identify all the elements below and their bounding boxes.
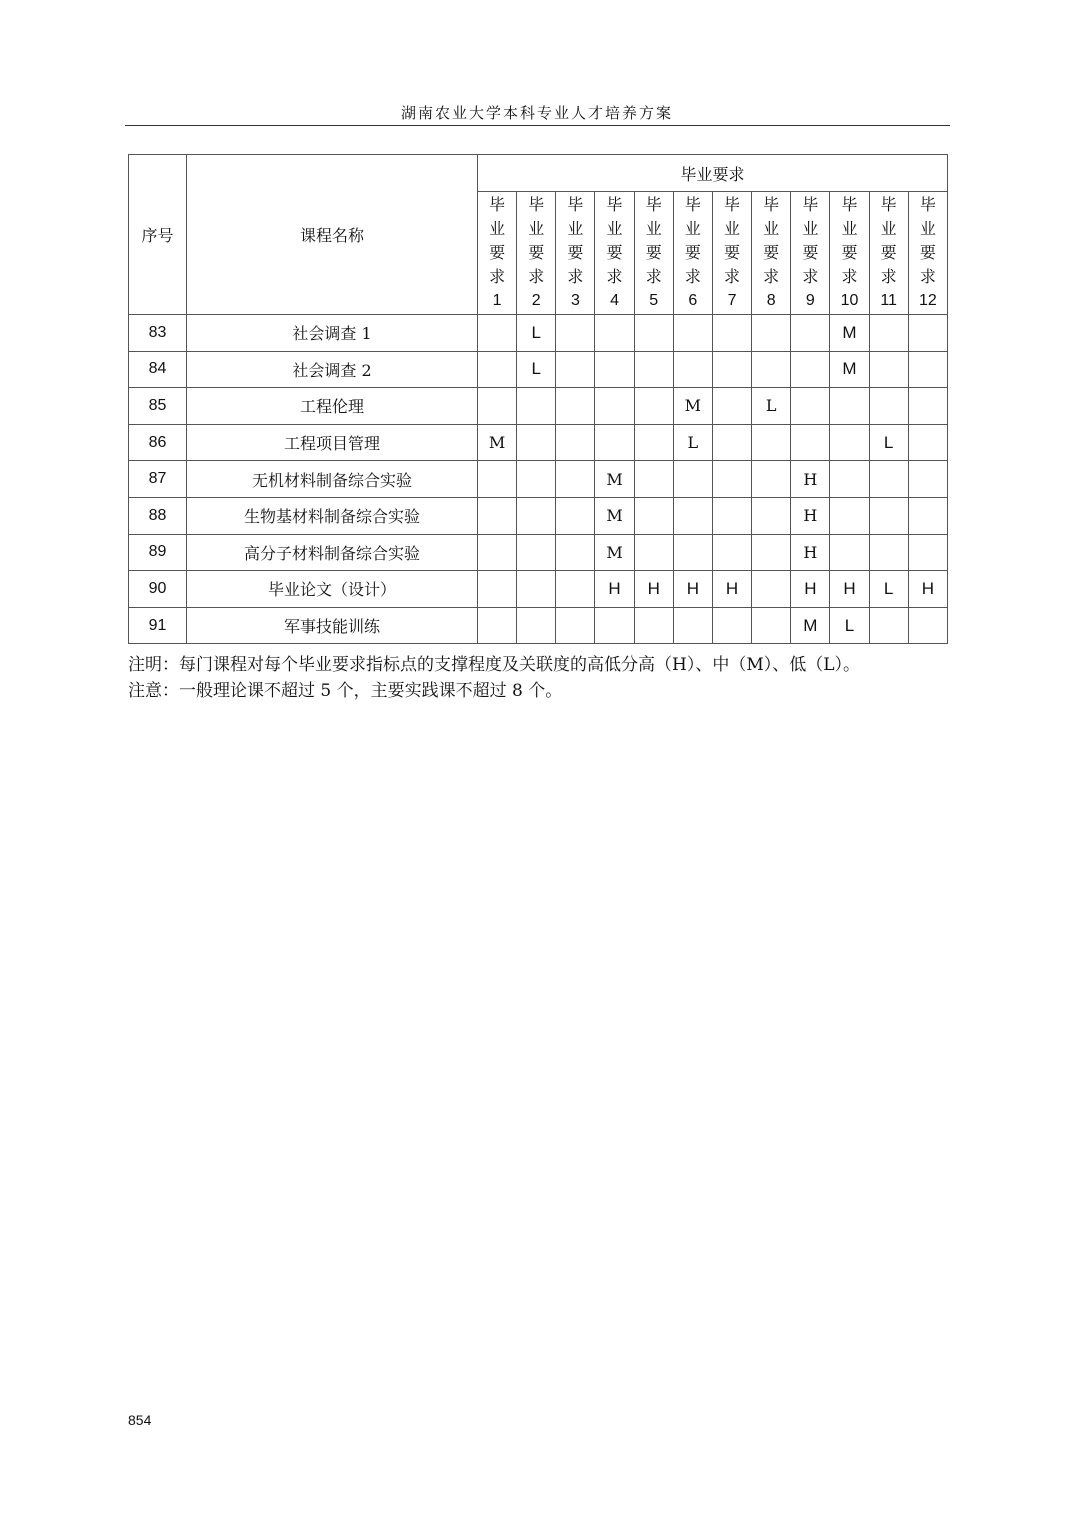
requirement-header-char: 要 [606,243,623,262]
requirement-header-number: 11 [880,292,897,309]
requirement-header-char: 业 [763,219,780,238]
support-level-cell: M [673,388,712,425]
requirement-header-char: 毕 [763,195,780,214]
requirement-header-char: 业 [919,219,936,238]
support-level-cell [478,571,517,608]
row-index: 90 [129,571,187,608]
support-level-cell [478,497,517,534]
requirement-header-char: 毕 [841,195,858,214]
col-header-requirement-4 [595,192,634,315]
row-index: 85 [129,388,187,425]
support-level-cell: H [791,571,830,608]
requirement-header-char: 毕 [489,195,506,214]
support-level-cell: M [478,424,517,461]
course-name: 社会调查 2 [187,351,478,388]
row-index: 87 [129,461,187,498]
requirement-header-char: 业 [880,219,897,238]
col-header-requirement-7 [712,192,751,315]
requirement-header-char: 毕 [606,195,623,214]
requirement-header-char: 求 [802,267,819,286]
requirement-header-char: 求 [919,267,936,286]
support-level-cell [791,424,830,461]
course-name: 无机材料制备综合实验 [187,461,478,498]
requirement-header-number: 10 [840,292,859,309]
support-level-cell: M [830,315,869,352]
row-index: 86 [129,424,187,461]
support-level-cell [712,388,751,425]
support-level-cell [830,424,869,461]
col-header-course-name: 课程名称 [187,155,478,315]
row-index: 83 [129,315,187,352]
support-level-cell [556,497,595,534]
support-level-cell: L [673,424,712,461]
support-level-cell [712,351,751,388]
requirement-header-char: 求 [880,267,897,286]
table-row [129,351,948,388]
support-level-cell [908,461,947,498]
requirement-header-char: 毕 [684,195,701,214]
support-level-cell: L [517,351,556,388]
support-level-cell [908,388,947,425]
requirement-header-char: 业 [724,219,741,238]
support-level-cell [517,461,556,498]
support-level-cell [673,534,712,571]
support-level-cell [673,315,712,352]
support-level-cell [595,351,634,388]
requirement-header-char: 业 [684,219,701,238]
support-level-cell [830,497,869,534]
support-level-cell [478,607,517,644]
support-level-cell: H [712,571,751,608]
support-level-cell [673,497,712,534]
note-caution: 注意：一般理论课不超过 5 个，主要实践课不超过 8 个。 [128,681,563,701]
support-level-cell [478,351,517,388]
support-level-cell [517,607,556,644]
support-level-cell [830,388,869,425]
requirement-header-char: 求 [684,267,701,286]
support-level-cell [752,351,791,388]
support-level-cell: M [595,534,634,571]
support-level-cell [712,461,751,498]
requirement-header-char: 毕 [645,195,662,214]
support-level-cell [634,388,673,425]
requirement-header-char: 求 [763,267,780,286]
support-level-cell [869,351,908,388]
support-level-cell [869,315,908,352]
requirement-header-char: 要 [724,243,741,262]
col-header-requirement-1 [478,192,517,315]
col-header-requirement-9 [791,192,830,315]
table-row [129,315,948,352]
requirement-header-char: 毕 [724,195,741,214]
table-row [129,461,948,498]
support-level-cell [634,497,673,534]
requirement-header-char: 求 [489,267,506,286]
table-row [129,424,948,461]
support-level-cell: H [634,571,673,608]
table-row [129,571,948,608]
requirement-header-number: 7 [727,292,737,309]
note-explanation: 注明：每门课程对每个毕业要求指标点的支撑程度及关联度的高低分高（H）、中（M）、低（L）。 [128,655,861,675]
course-name: 军事技能训练 [187,607,478,644]
requirement-header-char: 要 [802,243,819,262]
support-level-cell [869,607,908,644]
col-header-requirement-2 [517,192,556,315]
support-level-cell [478,388,517,425]
col-header-requirement-3 [556,192,595,315]
support-level-cell [869,534,908,571]
support-level-cell [908,351,947,388]
requirement-header-number: 2 [531,292,541,309]
support-level-cell [908,315,947,352]
requirement-header-number: 12 [918,292,937,309]
support-level-cell [673,461,712,498]
support-level-cell [634,607,673,644]
course-name: 生物基材料制备综合实验 [187,497,478,534]
requirement-header-char: 毕 [919,195,936,214]
support-level-cell [634,351,673,388]
support-level-cell [752,607,791,644]
support-level-cell [908,424,947,461]
course-name: 工程伦理 [187,388,478,425]
header-row-group [129,155,948,192]
header-divider [125,125,950,126]
support-level-cell [869,461,908,498]
requirement-header-number: 8 [766,292,776,309]
col-header-index: 序号 [129,155,187,315]
course-name: 毕业论文（设计） [187,571,478,608]
support-level-cell: L [869,424,908,461]
support-level-cell [712,424,751,461]
requirement-header-char: 毕 [567,195,584,214]
support-level-cell [478,315,517,352]
requirement-header-char: 求 [841,267,858,286]
support-level-cell [752,315,791,352]
support-level-cell [869,497,908,534]
support-level-cell [556,424,595,461]
requirement-header-char: 要 [919,243,936,262]
support-level-cell [752,571,791,608]
requirement-header-char: 业 [841,219,858,238]
requirement-header-char: 求 [724,267,741,286]
support-level-cell [634,461,673,498]
support-level-cell [908,607,947,644]
requirement-header-number: 9 [805,292,815,309]
support-level-cell: H [791,497,830,534]
support-level-cell: H [791,534,830,571]
page-header-title: 湖南农业大学本科专业人才培养方案 [400,104,673,122]
row-index: 89 [129,534,187,571]
requirement-header-char: 业 [606,219,623,238]
support-level-cell [517,534,556,571]
requirement-header-char: 要 [528,243,545,262]
requirement-header-char: 业 [489,219,506,238]
support-level-cell: H [830,571,869,608]
support-level-cell [752,461,791,498]
support-level-cell: L [517,315,556,352]
requirement-header-char: 要 [841,243,858,262]
support-level-cell [791,388,830,425]
support-level-cell [712,315,751,352]
requirement-header-char: 要 [763,243,780,262]
support-level-cell [908,534,947,571]
support-level-cell [712,534,751,571]
support-level-cell: H [908,571,947,608]
page-number: 854 [128,1412,152,1428]
requirement-header-char: 要 [684,243,701,262]
support-level-cell: M [830,351,869,388]
support-level-cell [478,461,517,498]
support-level-cell: L [830,607,869,644]
col-header-requirement-8 [752,192,791,315]
col-header-requirement-10 [830,192,869,315]
support-level-cell [595,388,634,425]
support-level-cell [556,607,595,644]
support-level-cell [830,534,869,571]
requirement-header-number: 4 [610,292,619,309]
course-name: 社会调查 1 [187,315,478,352]
support-level-cell [791,351,830,388]
requirement-header-char: 业 [567,219,584,238]
support-level-cell: M [595,497,634,534]
requirement-header-number: 6 [688,292,698,309]
support-level-cell: L [752,388,791,425]
support-level-cell [752,534,791,571]
support-level-cell [634,315,673,352]
support-level-cell [791,315,830,352]
support-level-cell: H [595,571,634,608]
requirement-header-char: 业 [528,219,545,238]
support-level-cell: H [673,571,712,608]
requirement-header-number: 3 [570,292,580,309]
support-level-cell [517,388,556,425]
requirement-header-char: 要 [489,243,506,262]
col-header-requirements-group: 毕业要求 [478,155,948,192]
col-header-requirement-12 [908,192,947,315]
support-level-cell [517,497,556,534]
support-level-cell [556,351,595,388]
requirement-header-number: 5 [649,292,659,309]
support-level-cell [673,607,712,644]
support-level-cell: M [595,461,634,498]
support-level-cell [752,424,791,461]
col-header-requirement-5 [634,192,673,315]
support-level-cell [478,534,517,571]
support-level-cell [673,351,712,388]
table-row [129,388,948,425]
requirement-header-char: 求 [528,267,545,286]
support-level-cell [712,607,751,644]
table-row [129,534,948,571]
support-level-cell [595,607,634,644]
graduation-requirements-matrix [128,154,948,644]
row-index: 88 [129,497,187,534]
col-header-requirement-6 [673,192,712,315]
support-level-cell [517,424,556,461]
support-level-cell [712,497,751,534]
support-level-cell [556,571,595,608]
table-row [129,607,948,644]
requirement-header-char: 毕 [528,195,545,214]
requirement-header-char: 求 [645,267,662,286]
requirement-header-char: 要 [880,243,897,262]
support-level-cell: L [869,571,908,608]
support-level-cell [830,461,869,498]
support-level-cell [634,424,673,461]
course-name: 工程项目管理 [187,424,478,461]
support-level-cell [556,461,595,498]
col-header-requirement-11 [869,192,908,315]
row-index: 91 [129,607,187,644]
requirement-header-char: 要 [567,243,584,262]
support-level-cell [595,424,634,461]
support-level-cell: H [791,461,830,498]
matrix-header [129,155,948,315]
table-row [129,497,948,534]
requirement-header-char: 毕 [802,195,819,214]
support-level-cell [556,388,595,425]
requirement-header-char: 毕 [880,195,897,214]
requirement-header-char: 业 [645,219,662,238]
requirement-header-char: 求 [606,267,623,286]
support-level-cell [556,315,595,352]
support-level-cell [869,388,908,425]
support-level-cell [595,315,634,352]
row-index: 84 [129,351,187,388]
support-level-cell: M [791,607,830,644]
requirement-header-char: 要 [645,243,662,262]
requirement-header-char: 业 [802,219,819,238]
course-name: 高分子材料制备综合实验 [187,534,478,571]
support-level-cell [908,497,947,534]
requirement-header-char: 求 [567,267,584,286]
matrix-body [129,315,948,644]
support-level-cell [517,571,556,608]
support-level-cell [752,497,791,534]
support-level-cell [634,534,673,571]
requirement-header-number: 1 [492,292,502,309]
support-level-cell [556,534,595,571]
